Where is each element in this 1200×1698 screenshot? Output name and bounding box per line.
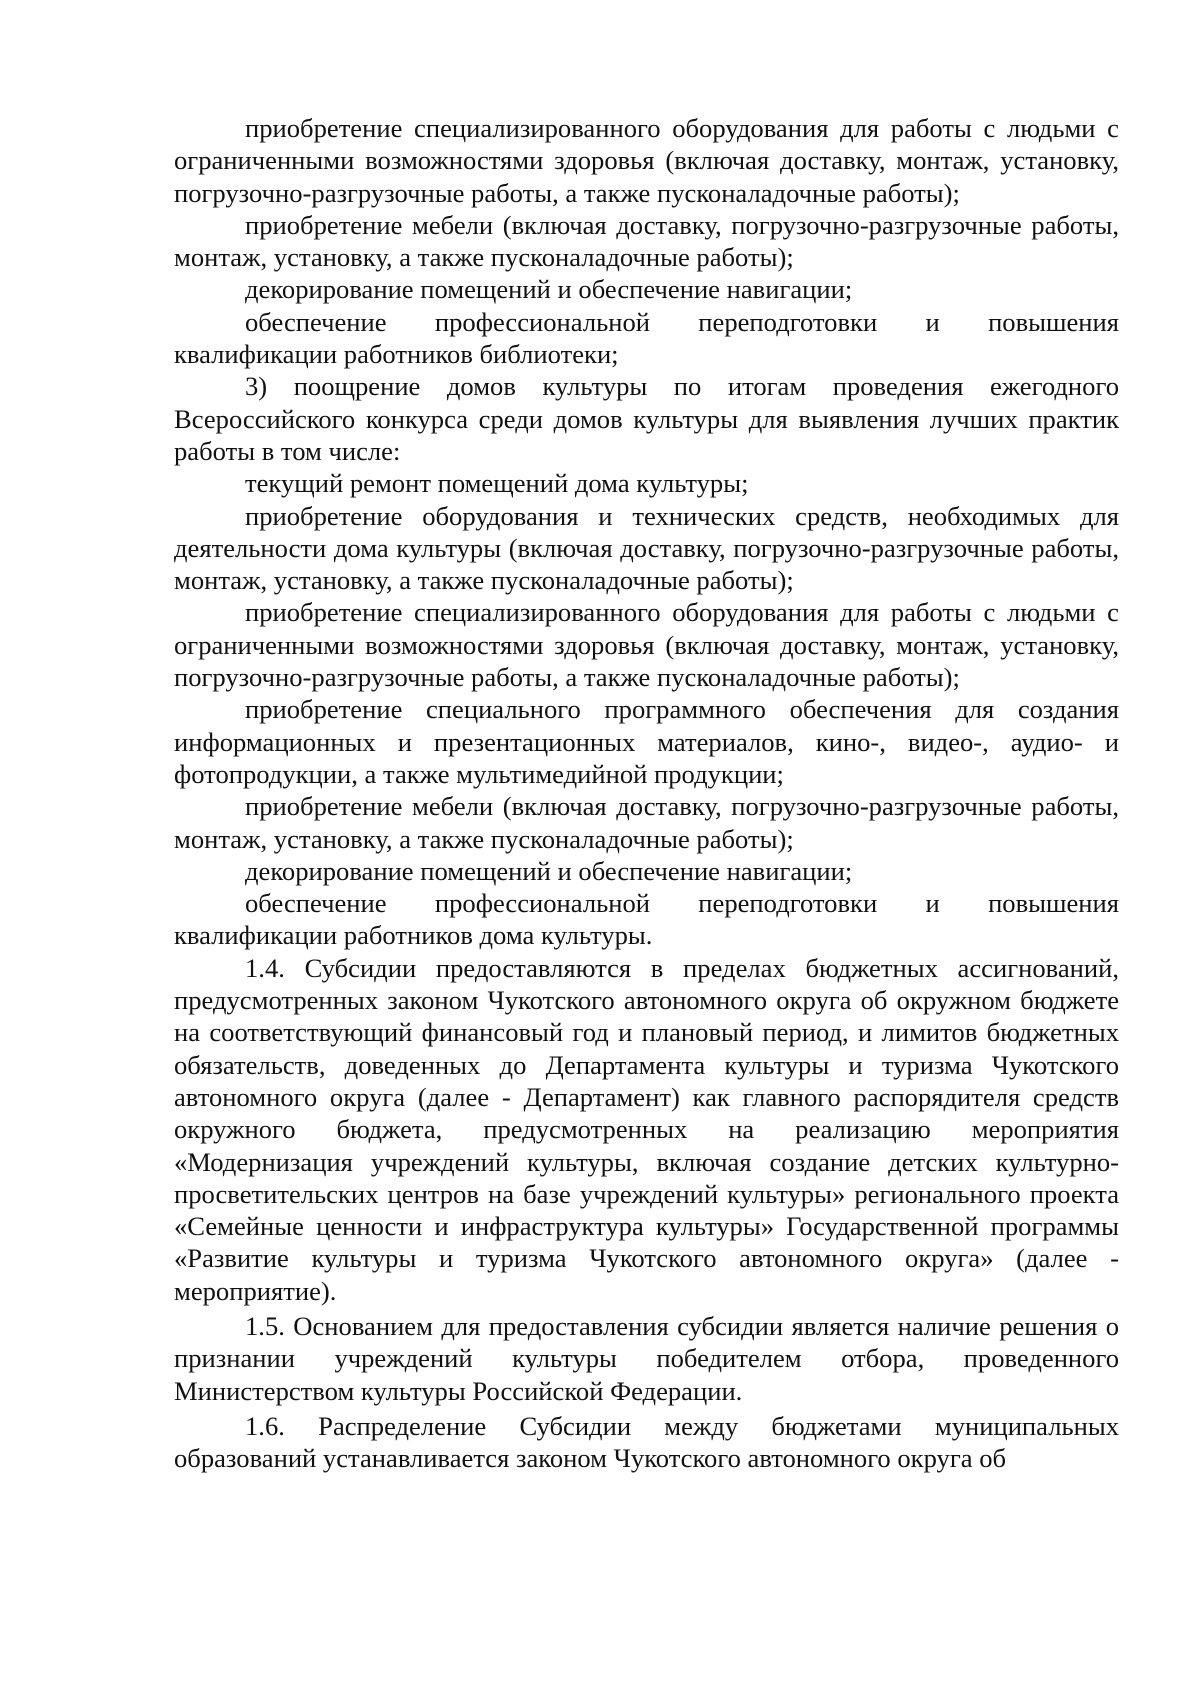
paragraph-3: декорирование помещений и обеспечение навигации; [245, 274, 853, 305]
paragraph-10: приобретение мебели (включая доставку, погрузочно-разгрузочные работы, монтаж, установку, а также пусконаладочные работы); [174, 791, 1119, 854]
paragraph-8: приобретение специализированного оборудования для работы с людьми с ограниченными возможностями здоровья (включая доставку, монтаж, установку, погрузочно-разгрузочные работы, а также пусконаладочные работы); [174, 597, 1119, 693]
paragraph-2: приобретение мебели (включая доставку, погрузочно-разгрузочные работы, монтаж, установку, а также пусконаладочные работы); [174, 209, 1119, 273]
paragraph-6: текущий ремонт помещений дома культуры; [245, 468, 749, 499]
paragraph-7: приобретение оборудования и технических средств, необходимых для деятельности дома культуры (включая доставку, погрузочно-разгрузочные работы, монтаж, установку, а также пусконаладочные работы); [174, 500, 1119, 596]
paragraph-1: приобретение специализированного оборудования для работы с людьми с ограниченными возможностями здоровья (включая доставку, монтаж, установку, погрузочно-разгрузочные работы, а также пусконаладочные работы); [174, 113, 1119, 208]
document-page [174, 112, 1119, 1474]
paragraph-15: 1.6. Распределение Субсидии между бюджетами муниципальных образований устанавливается законом Чукотского автономного округа об [174, 1410, 1119, 1474]
paragraph-4: обеспечение профессиональной переподготовки и повышения квалификации работников библиотеки; [174, 306, 1119, 370]
paragraph-11: декорирование помещений и обеспечение навигации; [245, 855, 853, 886]
paragraph-14: 1.5. Основанием для предоставления субсидии является наличие решения о признании учреждений культуры победителем отбора, проведенного Министерством культуры Российской Федерации. [174, 1310, 1119, 1406]
paragraph-9: приобретение специального программного обеспечения для создания информационных и презентационных материалов, кино-, видео-, аудио- и фотопродукции, а также мультимедийной продукции; [174, 694, 1119, 789]
paragraph-12: обеспечение профессиональной переподготовки и повышения квалификации работников дома культуры. [174, 888, 1119, 951]
paragraph-13: 1.4. Субсидии предоставляются в пределах бюджетных ассигнований, предусмотренных законом Чукотского автономного округа об окружном бюджете на соответствующий финансовый год и плановый период, и лимитов бюджетных обязательств, доведенных до Департамента культуры и туризма Чукотского автономного округа (далее - Департамент) как главного распорядителя средств окружного бюджета, предусмотренных на реализацию мероприятия «Модернизация учреждений культуры, включая создание детских культурно-просветительских центров на базе учреждений культуры» регионального проекта «Семейные ценности и инфраструктура культуры» Государственной программы «Развитие культуры и туризма Чукотского автономного округа» (далее - мероприятие). [174, 952, 1119, 1306]
paragraph-5: 3) поощрение домов культуры по итогам проведения ежегодного Всероссийского конкурса среди домов культуры для выявления лучших практик работы в том числе: [174, 371, 1119, 466]
